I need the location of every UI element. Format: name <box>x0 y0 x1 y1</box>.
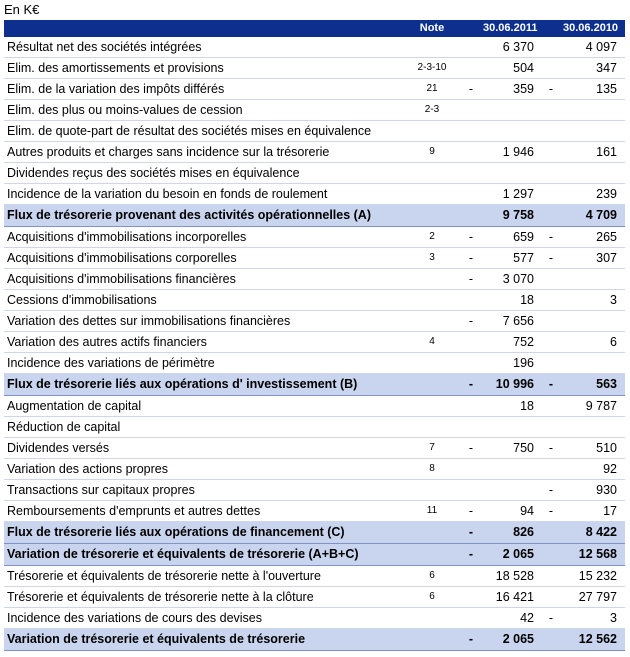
row-note <box>402 417 462 438</box>
value-2010: 9 787 <box>560 396 625 417</box>
row-note: 2 <box>402 227 462 248</box>
unit-label: En K€ <box>4 2 40 17</box>
header-label <box>4 20 402 37</box>
sign-2011 <box>462 417 480 438</box>
sign-2010 <box>542 100 560 121</box>
value-2011: 9 758 <box>480 205 542 227</box>
value-2010 <box>560 121 625 142</box>
row-label: Trésorerie et équivalents de trésorerie nette à l'ouverture <box>4 566 402 587</box>
total-row <box>4 205 625 227</box>
table-row <box>4 121 625 142</box>
value-2010: 12 562 <box>560 629 625 651</box>
row-note <box>402 608 462 629</box>
sign-2010 <box>542 353 560 374</box>
sign-2010: - <box>542 79 560 100</box>
row-note: 2-3-10 <box>402 58 462 79</box>
table-row <box>4 142 625 163</box>
sign-2010 <box>542 142 560 163</box>
table-row <box>4 37 625 58</box>
value-2010: 8 422 <box>560 522 625 544</box>
sign-2011 <box>462 353 480 374</box>
sign-2010 <box>542 58 560 79</box>
row-note: 4 <box>402 332 462 353</box>
value-2011: 42 <box>480 608 542 629</box>
sign-2010 <box>542 269 560 290</box>
sign-2010 <box>542 522 560 544</box>
row-note: 9 <box>402 142 462 163</box>
sign-2010: - <box>542 248 560 269</box>
sign-2010 <box>542 163 560 184</box>
value-2011: 359 <box>480 79 542 100</box>
table-row <box>4 353 625 374</box>
row-label: Variation de trésorerie et équivalents de trésorerie (A+B+C) <box>4 544 402 566</box>
sign-2011: - <box>462 501 480 522</box>
sign-2010 <box>542 184 560 205</box>
value-2010: 135 <box>560 79 625 100</box>
sign-2010 <box>542 396 560 417</box>
header-note: Note <box>402 20 462 37</box>
row-label: Résultat net des sociétés intégrées <box>4 37 402 58</box>
row-note <box>402 522 462 544</box>
value-2011: 7 656 <box>480 311 542 332</box>
value-2010: 347 <box>560 58 625 79</box>
table-row <box>4 587 625 608</box>
sign-2010 <box>542 311 560 332</box>
value-2010: 92 <box>560 459 625 480</box>
header-col-2011: 30.06.2011 <box>480 20 542 37</box>
sign-2011 <box>462 459 480 480</box>
value-2011: 1 297 <box>480 184 542 205</box>
table-row <box>4 163 625 184</box>
table-row <box>4 227 625 248</box>
value-2010: 27 797 <box>560 587 625 608</box>
row-label: Flux de trésorerie liés aux opérations de financement (C) <box>4 522 402 544</box>
row-note <box>402 396 462 417</box>
sign-2011 <box>462 290 480 311</box>
row-note <box>402 311 462 332</box>
sign-2011 <box>462 58 480 79</box>
table-row <box>4 311 625 332</box>
value-2010: 161 <box>560 142 625 163</box>
value-2011: 18 <box>480 396 542 417</box>
sign-2011: - <box>462 438 480 459</box>
row-label: Elim. des amortissements et provisions <box>4 58 402 79</box>
row-note: 11 <box>402 501 462 522</box>
value-2010: 4 709 <box>560 205 625 227</box>
row-note <box>402 37 462 58</box>
sign-2010: - <box>542 438 560 459</box>
table-row <box>4 396 625 417</box>
table-row <box>4 290 625 311</box>
row-note <box>402 374 462 396</box>
row-label: Dividendes reçus des sociétés mises en équivalence <box>4 163 402 184</box>
row-label: Elim. de quote-part de résultat des sociétés mises en équivalence <box>4 121 402 142</box>
row-label: Cessions d'immobilisations <box>4 290 402 311</box>
value-2011: 10 996 <box>480 374 542 396</box>
sign-2010 <box>542 459 560 480</box>
row-note <box>402 163 462 184</box>
sign-2011: - <box>462 79 480 100</box>
sign-2011 <box>462 396 480 417</box>
value-2011: 18 528 <box>480 566 542 587</box>
sign-2010: - <box>542 501 560 522</box>
table-row <box>4 608 625 629</box>
value-2010 <box>560 163 625 184</box>
row-label: Réduction de capital <box>4 417 402 438</box>
value-2010 <box>560 269 625 290</box>
row-label: Flux de trésorerie provenant des activités opérationnelles (A) <box>4 205 402 227</box>
value-2010: 12 568 <box>560 544 625 566</box>
cash-flow-table <box>4 20 625 651</box>
row-note: 6 <box>402 587 462 608</box>
table-row <box>4 417 625 438</box>
value-2011: 577 <box>480 248 542 269</box>
row-note: 21 <box>402 79 462 100</box>
row-note <box>402 544 462 566</box>
value-2010: 265 <box>560 227 625 248</box>
row-label: Incidence de la variation du besoin en fonds de roulement <box>4 184 402 205</box>
value-2010 <box>560 353 625 374</box>
row-label: Variation de trésorerie et équivalents de trésorerie <box>4 629 402 651</box>
table-row <box>4 332 625 353</box>
sign-2011: - <box>462 311 480 332</box>
header-col-2010: 30.06.2010 <box>560 20 625 37</box>
sign-2010: - <box>542 227 560 248</box>
value-2010: 6 <box>560 332 625 353</box>
total-row <box>4 629 625 651</box>
value-2010: 3 <box>560 290 625 311</box>
value-2011: 504 <box>480 58 542 79</box>
value-2010: 307 <box>560 248 625 269</box>
sign-2011 <box>462 37 480 58</box>
sign-2011 <box>462 566 480 587</box>
row-note <box>402 205 462 227</box>
table-row <box>4 58 625 79</box>
value-2011: 1 946 <box>480 142 542 163</box>
sign-2010 <box>542 37 560 58</box>
row-label: Augmentation de capital <box>4 396 402 417</box>
sign-2011 <box>462 121 480 142</box>
value-2011: 16 421 <box>480 587 542 608</box>
table-row <box>4 480 625 501</box>
value-2011: 196 <box>480 353 542 374</box>
sign-2010 <box>542 417 560 438</box>
value-2010: 3 <box>560 608 625 629</box>
table-row <box>4 100 625 121</box>
row-label: Variation des autres actifs financiers <box>4 332 402 353</box>
value-2010 <box>560 100 625 121</box>
row-label: Transactions sur capitaux propres <box>4 480 402 501</box>
value-2011 <box>480 100 542 121</box>
sign-2010 <box>542 290 560 311</box>
value-2010 <box>560 311 625 332</box>
table-row <box>4 459 625 480</box>
row-label: Elim. des plus ou moins-values de cession <box>4 100 402 121</box>
row-label: Variation des dettes sur immobilisations financières <box>4 311 402 332</box>
row-label: Variation des actions propres <box>4 459 402 480</box>
value-2011 <box>480 459 542 480</box>
sign-2011: - <box>462 248 480 269</box>
sign-2011 <box>462 184 480 205</box>
value-2011: 18 <box>480 290 542 311</box>
row-label: Flux de trésorerie liés aux opérations d' investissement (B) <box>4 374 402 396</box>
sign-2011 <box>462 100 480 121</box>
value-2011 <box>480 417 542 438</box>
value-2011: 2 065 <box>480 629 542 651</box>
row-label: Incidence des variations de cours des devises <box>4 608 402 629</box>
table-row <box>4 184 625 205</box>
row-note: 7 <box>402 438 462 459</box>
sign-2011 <box>462 163 480 184</box>
table-row <box>4 501 625 522</box>
sign-2011: - <box>462 544 480 566</box>
table-row <box>4 269 625 290</box>
sign-2010 <box>542 544 560 566</box>
row-label: Dividendes versés <box>4 438 402 459</box>
row-label: Trésorerie et équivalents de trésorerie nette à la clôture <box>4 587 402 608</box>
sign-2011: - <box>462 629 480 651</box>
sign-2010 <box>542 566 560 587</box>
row-note <box>402 184 462 205</box>
value-2010: 4 097 <box>560 37 625 58</box>
row-label: Acquisitions d'immobilisations incorporelles <box>4 227 402 248</box>
row-label: Autres produits et charges sans incidence sur la trésorerie <box>4 142 402 163</box>
value-2011: 94 <box>480 501 542 522</box>
value-2011: 750 <box>480 438 542 459</box>
row-label: Incidence des variations de périmètre <box>4 353 402 374</box>
total-row <box>4 544 625 566</box>
row-note <box>402 290 462 311</box>
row-label: Acquisitions d'immobilisations financières <box>4 269 402 290</box>
sign-2011 <box>462 332 480 353</box>
table-row <box>4 79 625 100</box>
table-header <box>4 20 625 37</box>
row-note <box>402 480 462 501</box>
value-2011 <box>480 480 542 501</box>
row-note: 6 <box>402 566 462 587</box>
row-label: Acquisitions d'immobilisations corporelles <box>4 248 402 269</box>
sign-2011: - <box>462 374 480 396</box>
table-row <box>4 438 625 459</box>
sign-2010: - <box>542 608 560 629</box>
row-note: 2-3 <box>402 100 462 121</box>
sign-2010 <box>542 121 560 142</box>
value-2010: 563 <box>560 374 625 396</box>
total-row <box>4 522 625 544</box>
value-2011: 3 070 <box>480 269 542 290</box>
sign-2011: - <box>462 269 480 290</box>
table-row <box>4 248 625 269</box>
value-2011: 826 <box>480 522 542 544</box>
value-2011 <box>480 121 542 142</box>
value-2011: 6 370 <box>480 37 542 58</box>
row-note: 8 <box>402 459 462 480</box>
value-2010: 15 232 <box>560 566 625 587</box>
row-note <box>402 121 462 142</box>
sign-2011 <box>462 205 480 227</box>
value-2011: 2 065 <box>480 544 542 566</box>
total-row <box>4 374 625 396</box>
sign-2011 <box>462 142 480 163</box>
row-note <box>402 269 462 290</box>
sign-2010 <box>542 629 560 651</box>
sign-2011 <box>462 608 480 629</box>
sign-2011 <box>462 480 480 501</box>
value-2010: 239 <box>560 184 625 205</box>
sign-2011 <box>462 587 480 608</box>
table-row <box>4 566 625 587</box>
row-label: Elim. de la variation des impôts différés <box>4 79 402 100</box>
value-2011 <box>480 163 542 184</box>
sign-2010 <box>542 205 560 227</box>
sign-2010 <box>542 587 560 608</box>
sign-2010 <box>542 332 560 353</box>
sign-2011: - <box>462 522 480 544</box>
value-2010: 930 <box>560 480 625 501</box>
row-note <box>402 353 462 374</box>
row-note <box>402 629 462 651</box>
value-2010 <box>560 417 625 438</box>
value-2011: 659 <box>480 227 542 248</box>
sign-2011: - <box>462 227 480 248</box>
value-2010: 510 <box>560 438 625 459</box>
value-2010: 17 <box>560 501 625 522</box>
sign-2010: - <box>542 480 560 501</box>
value-2011: 752 <box>480 332 542 353</box>
sign-2010: - <box>542 374 560 396</box>
row-label: Remboursements d'emprunts et autres dettes <box>4 501 402 522</box>
row-note: 3 <box>402 248 462 269</box>
